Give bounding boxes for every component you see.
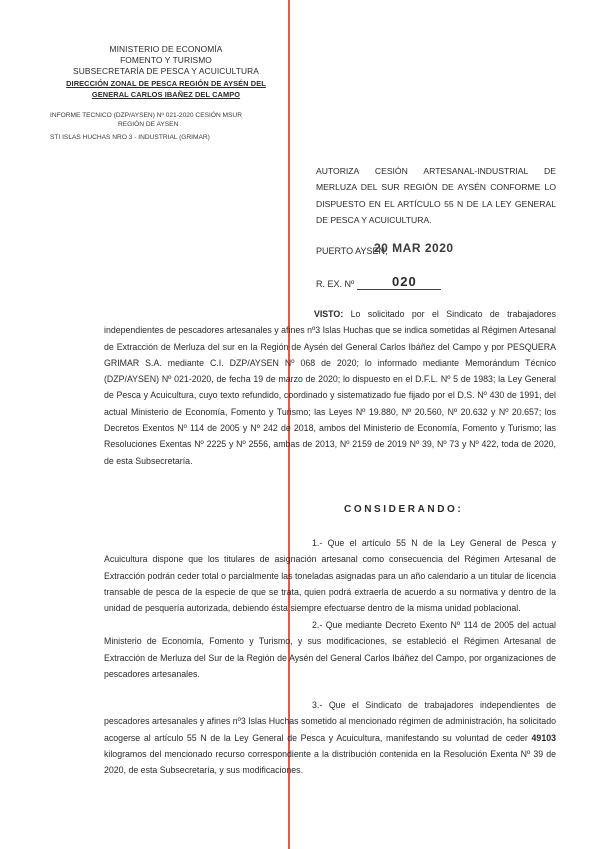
- resolution-subject: AUTORIZA CESIÓN ARTESANAL-INDUSTRIAL DE MERLUZA DEL SUR REGIÓN DE AYSÉN CONFORME LO DISPUESTO EN EL ARTÍCULO 55 N DE LA LEY GENERAL DE PESCA Y ACUICULTURA.: [316, 166, 556, 225]
- direccion-zonal-line1: DIRECCIÓN ZONAL DE PESCA REGIÓN DE AYSÉN DEL: [66, 78, 266, 88]
- visto-text: Lo solicitado por el Sindicato de trabajadores independientes de pescadores artesanales y afines nº3 Islas Huchas que se indica sometidas al Régimen Artesanal de Extracción de Merluza del sur en la Región de Aysén del General Carlos Ibáñez del Campo y por PESQUERA GRIMAR S.A. mediante C.I. DZP/AYSEN Nº 068 de 2020; lo informado mediante Memorándum Técnico (DZP/AYSEN) Nº 021-2020, de fecha 19 de marzo de 2020; lo dispuesto en el D.F.L. Nº 5 de 1983; la Ley General de Pesca y Acuicultura, cuyo texto refundido, coordinado y sistematizado fue fijado por el D.S. Nº 430 de 1991, del actual Ministerio de Economía, Fomento y Turismo; las Leyes Nº 19.880, Nº 20.560, Nº 20.632 y Nº 20.657; los Decretos Exentos Nº 114 de 2005 y Nº 242 de 2018, ambos del Ministerio de Economía, Fomento y Turismo; las Resoluciones Exentas Nº 2225 y Nº 2556, ambas de 2013, Nº 2159 de 2019 Nº 39, Nº 73 y Nº 422, toda de 2020, de esta Subsecretaría.: [104, 309, 556, 466]
- reference-informe: INFORME TECNICO (DZP/AYSEN) Nº 021-2020 CESIÓN MSUR: [50, 112, 242, 119]
- considerando-3-end: kilogramos del mencionado recurso correspondiente a la distribución contenida en la Resolución Exenta Nº 39 de 2020, de esta Subsecretaría, y sus modificaciones.: [104, 748, 556, 776]
- considerando-heading: CONSIDERANDO:: [344, 504, 464, 515]
- considerando-3-start: 3.- Que el Sindicato de trabajadores independientes de pescadores artesanales y afines nº3 Islas Huchas sometido al mencionado régimen de administración, ha solicitado acogerse al artículo 55 N de la Ley General de Pesca y Acuicultura, manifestando su voluntad de ceder: [104, 700, 556, 743]
- reference-sti: STI ISLAS HUCHAS NRO 3 - INDUSTRIAL (GRIMAR): [50, 134, 210, 141]
- considerando-2: 2.- Que mediante Decreto Exento Nº 114 de 2005 del actual Ministerio de Economía, Fomento y Turismo, y sus modificaciones, se estableció el Régimen Artesanal de Extracción de Merluza del Sur de la Región de Aysén del General Carlos Ibáñez del Campo, por organizaciones de pescadores artesanales.: [104, 620, 556, 679]
- rex-number: 020: [392, 274, 417, 289]
- place-label: PUERTO AYSEN,: [316, 246, 388, 256]
- subsecretaria-name: SUBSECRETARÍA DE PESCA Y ACUICULTURA: [73, 66, 259, 77]
- rex-underline: [357, 289, 441, 290]
- direccion-zonal-line2: GENERAL CARLOS IBAÑEZ DEL CAMPO: [91, 89, 241, 99]
- considerando-3: [104, 697, 556, 778]
- rex-label: R. EX. Nº: [316, 279, 355, 289]
- ministry-name: MINISTERIO DE ECONOMÍA: [109, 44, 223, 54]
- institution-header: [48, 44, 284, 100]
- date-stamp: 20 MAR 2020: [374, 241, 454, 255]
- considerando-3-kilograms: 49103: [531, 732, 556, 743]
- visto-label: VISTO:: [314, 309, 344, 319]
- reference-region: REGIÓN DE AYSEN: [118, 121, 179, 128]
- considerando-1: 1.- Que el artículo 55 N de la Ley General de Pesca y Acuicultura dispone que los titulares de asignación artesanal como consecuencia del Régimen Artesanal de Extracción podrán ceder total o parcialmente las toneladas asignadas para un año calendario a un titular de licencia transable de pesca de la especie de que se trata, quien podrá extraerla de acuerdo a su normativa y dentro de la unidad de pesquería autorizada, debiendo ésta siempre efectuarse dentro de la misma unidad poblacional.: [104, 538, 556, 614]
- visto-paragraph: [104, 306, 556, 469]
- ministry-subtitle: FOMENTO Y TURISMO: [120, 55, 212, 66]
